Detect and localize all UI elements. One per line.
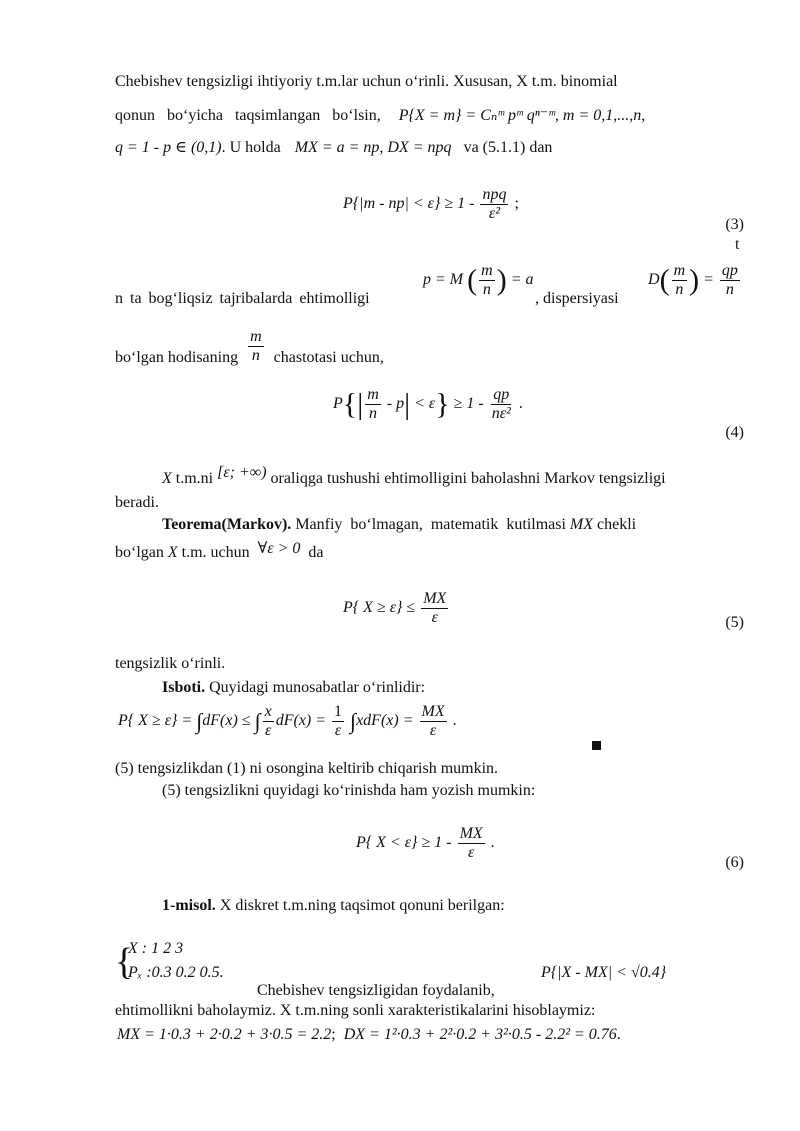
va-text: va (5.1.1) dan [463,139,553,156]
paragraph-derive-1: (5) tengsizlikdan (1) ni osongina keltirib chiqarish mumkin. [115,760,499,777]
distribution-row-probabilities: Pₓ :0.3 0.2 0.5. [128,964,224,981]
mx-calculation: MX = 1·0.3 + 2·0.2 + 3·0.5 = 2.2 [117,1026,332,1043]
proof-intro: Isboti. Quyidagi munosabatlar o‘rinlidir: [162,679,426,696]
proof-title: Isboti. [162,679,206,696]
theorem-markov-line1: Teorema(Markov). Manfiy bo‘lmagan, matematik kutilmasi MX chekli [162,516,637,533]
example-title: 1-misol. [162,897,216,914]
paragraph-markov-intro: X t.m.ni [ε; +∞) oraliqga tushushi ehtimolligini baholashni Markov tengsizligi [162,464,666,487]
example-estimate-text: ehtimollikni baholaymiz. X t.m.ning sonli xarakteristikalarini hisoblaymiz: [115,1002,596,1019]
paragraph-alt-form: (5) tengsizlikni quyidagi ko‘rinishda ham yozish mumkin: [162,782,536,799]
equation-number-3: (3) [725,216,744,233]
paragraph-binomial-line2 [115,104,743,128]
dx-calculation: DX = 1²·0.3 + 2²·0.2 + 3²·0.5 - 2.2² = 0.76 [343,1026,617,1043]
equation-6: P{ X < ε} ≥ 1 - $\frac{MX}{\varepsilon}$ . [356,825,495,861]
example-intro: 1-misol. X diskret t.m.ning taqsimot qonuni berilgan: [162,897,505,914]
equation-4: P{| $\frac{m}{n}$ - p| < ε} ≥ 1 - $\frac{qp}{\text{nε²}}$ . [333,386,523,422]
binomial-text: qonun bo‘yicha taqsimlangan bo‘lsin, [115,107,381,124]
paragraph-frequency-line1: n ta bog‘liqsiz tajribalarda ehtimolligi [115,290,370,307]
distribution-row-values: X : 1 2 3 [128,940,184,957]
equation-5: P{ X ≥ ε} ≤ $\frac{MX}{\varepsilon}$ [343,590,447,626]
theorem-markov-line2: bo‘lgan X t.m. uchun ∀ε > 0 da [115,540,324,561]
fraction-npq: $\frac{\text{npq}}{\text{ε²}}$ [482,186,507,222]
distribution-table: { X : 1 2 3 Pₓ :0.3 0.2 0.5. [115,937,224,985]
paragraph-markov-intro-end: beradi. [115,494,159,511]
paragraph-binomial-line1: Chebishev tengsizligi ihtiyoriy t.m.lar uchun o‘rinli. Xususan, X t.m. binomial [115,73,618,90]
equation-number-4: (4) [725,424,744,441]
end-of-proof-icon [592,741,601,750]
example-calculations: MX = 1·0.3 + 2·0.2 + 3·0.5 = 2.2; DX = 1²·0.3 + 2²·0.2 + 3²·0.5 - 2.2² = 0.76. [117,1026,621,1043]
binomial-formula: P{X = m} = Cₙᵐ pᵐ qⁿ⁻ᵐ, m = 0,1,...,n, [398,107,646,124]
equation-3: P{|m - np| < ε} ≥ 1 - $\frac{\text{npq}}{\text{ε²}}$ ; [343,186,519,222]
mx-dx-formula: MX = a = np, DX = npq [294,139,452,156]
proof-formula: P{ X ≥ ε} = ∫dF(x) ≤ ∫ $\frac{x}{\varepsilon}$ dF(x) = $\frac{1}{\varepsilon}$ ∫xdF(x) = $\frac{MX}{\varepsilon}$ . [118,703,457,739]
example-probability: P{|X - MX| < √0.4} [541,964,667,981]
paragraph-binomial-line3 [115,136,552,160]
q-condition: q = 1 - p ∈ (0,1) [115,139,222,156]
theorem-title: Teorema(Markov). [162,516,292,533]
equation-number-5: (5) [725,614,744,631]
dispersion-formula: D( $\frac{m}{n}$ ) = $\frac{qp}{n}$ [648,262,738,298]
example-chebyshev-text: Chebishev tengsizligidan foydalanib, [257,982,495,999]
u-holda-text: . U holda [221,139,281,156]
stray-letter-t: t [735,236,740,253]
probability-expectation: p = M ( $\frac{m}{n}$ ) = a [423,262,534,298]
dispersion-text: , dispersiyasi [535,290,619,307]
paragraph-frequency-line2: bo‘lgan hodisaning $\frac{m}{n}$ chastotasi uchun, [115,328,384,367]
equation-number-6: (6) [725,854,744,871]
paragraph-inequality-holds: tengsizlik o‘rinli. [115,655,226,672]
